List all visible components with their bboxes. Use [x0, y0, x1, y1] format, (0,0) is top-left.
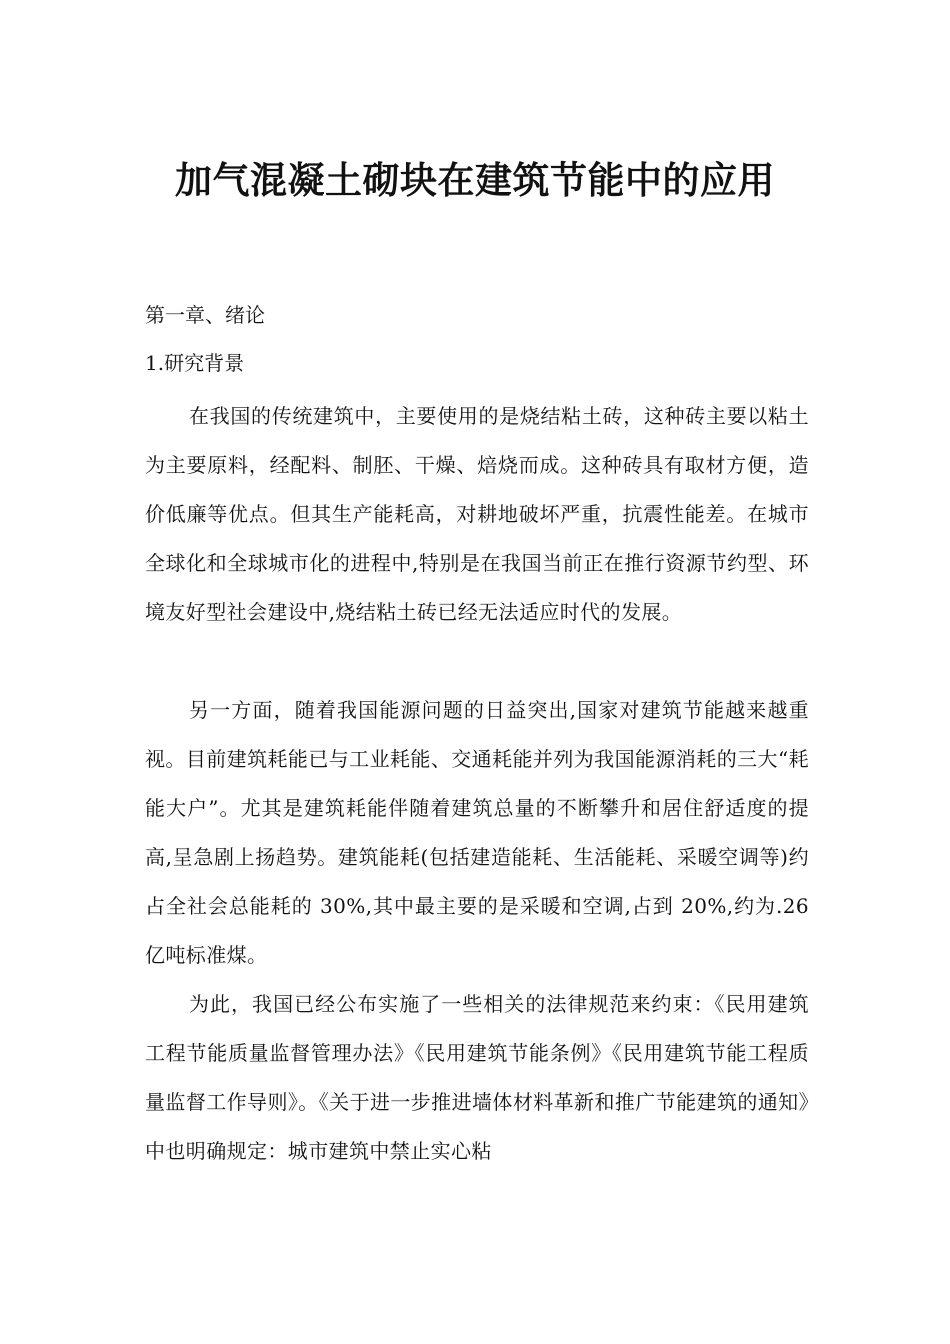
body-paragraph-3: 为此，我国已经公布实施了一些相关的法律规范来约束：《民用建筑工程节能质量监督管理办法》《民用建筑节能条例》《民用建筑节能工程质量监督工作导则》。《关于进一步推进墙体材料革新和推广节能建筑的通知》中也明确规定：城市建筑中禁止实心粘	[145, 992, 809, 1163]
body-paragraph-2: 另一方面，随着我国能源问题的日益突出,国家对建筑节能越来越重视。目前建筑耗能已与工业耗能、交通耗能并列为我国能源消耗的三大“耗能大户”。尤其是建筑耗能伴随着建筑总量的不断攀升和居住舒适度的提高,呈急剧上扬趋势。建筑能耗(包括建造能耗、生活能耗、采暖空调等)约占全社会总能耗的 30%,其中最主要的是采暖和空调,占到 20%,约为.26 亿吨标准煤。	[145, 698, 809, 967]
section-heading: 1.研究背景	[145, 351, 245, 375]
chapter-heading: 第一章、绪论	[145, 303, 265, 327]
document-title: 加气混凝土砌块在建筑节能中的应用	[175, 158, 775, 202]
body-paragraph-1: 在我国的传统建筑中，主要使用的是烧结粘土砖，这种砖主要以粘土为主要原料，经配料、制胚、干燥、焙烧而成。这种砖具有取材方便，造价低廉等优点。但其生产能耗高，对耕地破坏严重，抗震性能差。在城市全球化和全球城市化的进程中,特别是在我国当前正在推行资源节约型、环境友好型社会建设中,烧结粘土砖已经无法适应时代的发展。	[145, 404, 809, 624]
